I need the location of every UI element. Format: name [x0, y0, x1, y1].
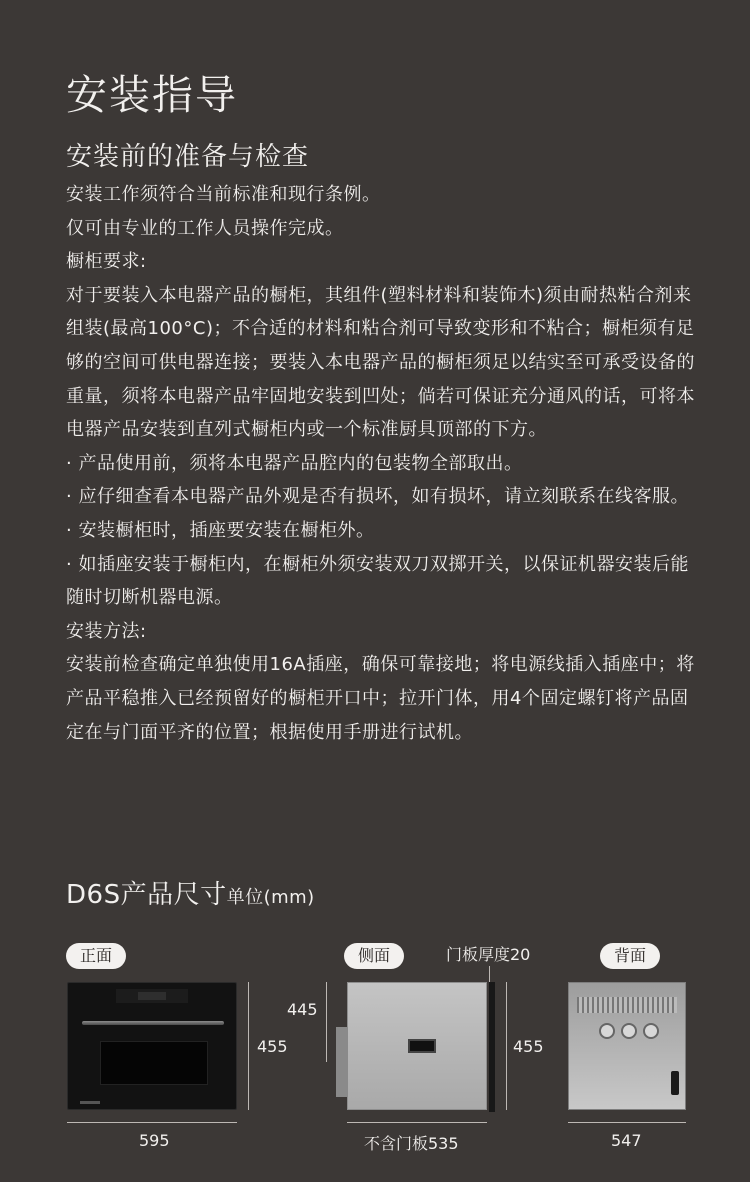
dimensions-unit: 单位(mm): [226, 887, 315, 908]
fan-icon: [643, 1023, 659, 1039]
back-width-line: [568, 1122, 686, 1123]
side-door-panel: [489, 982, 495, 1112]
paragraph: 安装方法:: [66, 620, 147, 642]
paragraph: 仅可由专业的工作人员操作完成。: [66, 217, 344, 239]
instructions-body: [66, 178, 696, 749]
side-view-badge: 侧面: [344, 943, 404, 969]
side-slot: [408, 1039, 436, 1053]
paragraph: 橱柜要求:: [66, 251, 147, 273]
paragraph: 安装前检查确定单独使用16A插座，确保可靠接地；将电源线插入插座中；将产品平稳推入已经预留好的橱柜开口中；拉开门体，用4个固定螺钉将产品固定在与门面平齐的位置；根据使用手册进行试机。: [66, 654, 695, 743]
oven-window: [100, 1041, 208, 1085]
back-vent: [577, 997, 677, 1013]
fan-icon: [621, 1023, 637, 1039]
bullet-item: · 安装橱柜时，插座要安装在橱柜外。: [66, 519, 375, 541]
power-cord: [671, 1071, 679, 1095]
back-width-label: 547: [611, 1131, 642, 1150]
dimensions-title-text: D6S产品尺寸: [66, 880, 227, 910]
display-screen: [138, 992, 166, 1000]
bullet-item: · 产品使用前，须将本电器产品腔内的包装物全部取出。: [66, 452, 523, 474]
mounting-flange: [336, 1027, 348, 1097]
page-title: 安装指导: [66, 71, 238, 119]
side-height-line: [506, 982, 507, 1110]
side-oven-image: [347, 982, 487, 1110]
side-inner-height-label: 445: [287, 1000, 318, 1019]
dimensions-title: [66, 874, 315, 911]
brand-logo: [80, 1101, 100, 1104]
bullet-item: · 应仔细查看本电器产品外观是否有损坏，如有损坏，请立刻联系在线客服。: [66, 486, 689, 508]
side-depth-label: 不含门板535: [364, 1134, 459, 1153]
front-oven-image: [67, 982, 237, 1110]
side-height-label: 455: [513, 1037, 544, 1056]
fan-icon: [599, 1023, 615, 1039]
front-height-line: [248, 982, 249, 1110]
front-width-line: [67, 1122, 237, 1123]
section-subtitle: 安装前的准备与检查: [66, 142, 310, 172]
door-thickness-tick: [489, 966, 490, 982]
oven-handle: [82, 1021, 224, 1025]
front-height-label: 455: [257, 1037, 288, 1056]
control-panel: [116, 989, 188, 1003]
side-depth-line: [347, 1122, 487, 1123]
door-thickness-label: 门板厚度20: [446, 945, 531, 964]
front-width-label: 595: [139, 1131, 170, 1150]
back-view-badge: 背面: [600, 943, 660, 969]
paragraph: 安装工作须符合当前标准和现行条例。: [66, 184, 381, 205]
front-view-badge: 正面: [66, 943, 126, 969]
side-inner-height-line: [326, 982, 327, 1062]
back-oven-image: [568, 982, 686, 1110]
bullet-item: · 如插座安装于橱柜内，在橱柜外须安装双刀双掷开关，以保证机器安装后能随时切断机器电源。: [66, 553, 689, 609]
paragraph: 对于要装入本电器产品的橱柜，其组件(塑料材料和装饰木)须由耐热粘合剂来组装(最高100°C)；不合适的材料和粘合剂可导致变形和不粘合；橱柜须有足够的空间可供电器连接；要装入本电器产品的橱柜须足以结实至可承受设备的重量，须将本电器产品牢固地安装到凹处；倘若可保证充分通风的话，可将本电器产品安装到直列式橱柜内或一个标准厨具顶部的下方。: [66, 284, 695, 441]
